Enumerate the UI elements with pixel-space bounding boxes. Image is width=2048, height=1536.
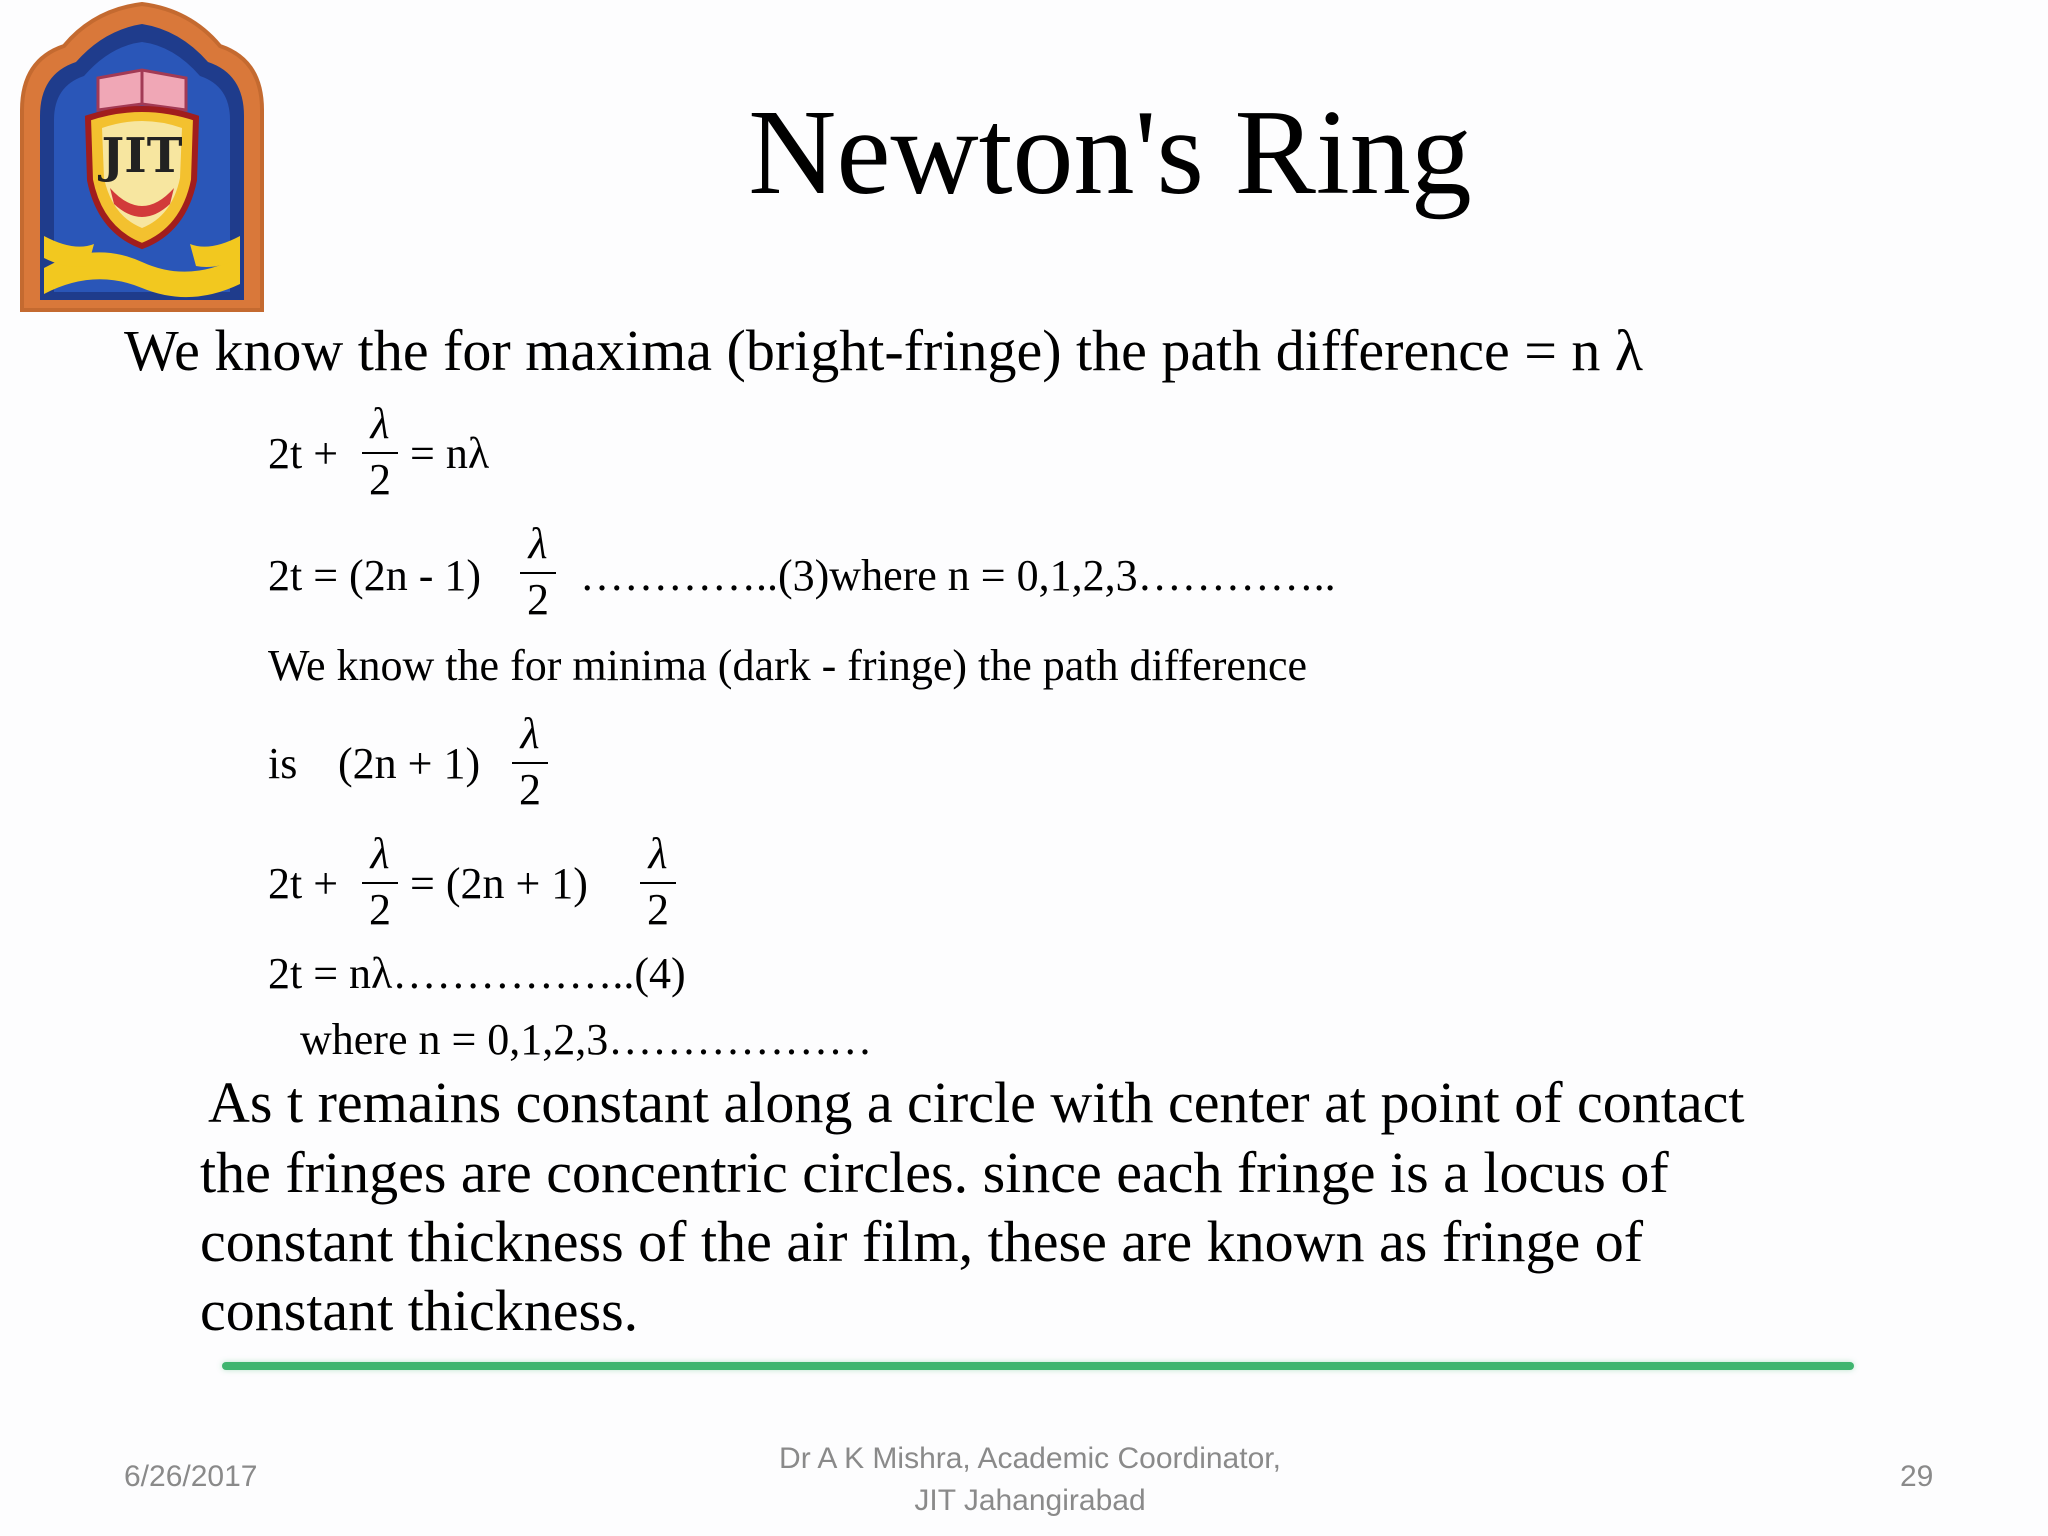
eq3-lhs: 2t + <box>268 859 339 908</box>
paragraph-line-4: constant thickness. <box>200 1278 639 1343</box>
fraction-denominator: 2 <box>369 885 391 934</box>
intro-text: We know the for maxima (bright-fringe) the path difference = n λ <box>124 318 1644 383</box>
fraction-bar <box>362 882 398 884</box>
is-expression: (2n + 1) <box>338 739 481 788</box>
fraction-numerator: λ <box>520 709 540 758</box>
equation-5-where: where n = 0,1,2,3……………… <box>300 1015 873 1064</box>
eq3-fraction-left <box>362 829 398 934</box>
footer-author-line-1: Dr A K Mishra, Academic Coordinator, <box>779 1442 1281 1475</box>
eq1-rhs: = nλ <box>410 429 490 478</box>
svg-text:JIT: JIT <box>101 128 183 184</box>
fraction-numerator: λ <box>370 399 390 448</box>
eq3-fraction-right <box>640 829 676 934</box>
eq2-lhs: 2t = (2n - 1) <box>268 551 481 600</box>
fraction-bar <box>362 452 398 454</box>
fraction-numerator: λ <box>528 519 548 568</box>
minima-statement: We know the for minima (dark - fringe) the path difference <box>268 641 1308 690</box>
footer-author <box>700 1438 1360 1522</box>
paragraph-line-3: constant thickness of the air film, these are known as fringe of <box>200 1209 1644 1274</box>
fraction-denominator: 2 <box>647 885 669 934</box>
footer-date: 6/26/2017 <box>124 1460 258 1493</box>
jit-logo <box>14 0 270 316</box>
is-label: is <box>268 739 298 788</box>
eq3-middle: = (2n + 1) <box>410 859 588 908</box>
eq2-rhs: …………..(3)where n = 0,1,2,3………….. <box>580 551 1336 600</box>
paragraph-line-2: the fringes are concentric circles. since each fringe is a locus of <box>200 1140 1669 1205</box>
fraction-denominator: 2 <box>519 765 541 814</box>
slide-title: Newton's Ring <box>748 85 1472 220</box>
fraction-bar <box>520 572 556 574</box>
fraction-bar <box>512 762 548 764</box>
fraction-denominator: 2 <box>369 455 391 504</box>
eq1-lhs: 2t + <box>268 429 339 478</box>
fraction-denominator: 2 <box>527 575 549 624</box>
equation-4: 2t = nλ……………..(4) <box>268 949 686 998</box>
fraction-numerator: λ <box>370 829 390 878</box>
fraction-bar <box>640 882 676 884</box>
footer-page-number: 29 <box>1900 1460 1934 1493</box>
green-divider <box>222 1362 1854 1370</box>
fraction-numerator: λ <box>648 829 668 878</box>
is-fraction <box>512 709 548 814</box>
paragraph-line-1: As t remains constant along a circle with center at point of contact <box>208 1070 1745 1135</box>
eq1-fraction <box>362 399 398 504</box>
footer-author-line-2: JIT Jahangirabad <box>914 1484 1146 1517</box>
eq2-fraction <box>520 519 556 624</box>
